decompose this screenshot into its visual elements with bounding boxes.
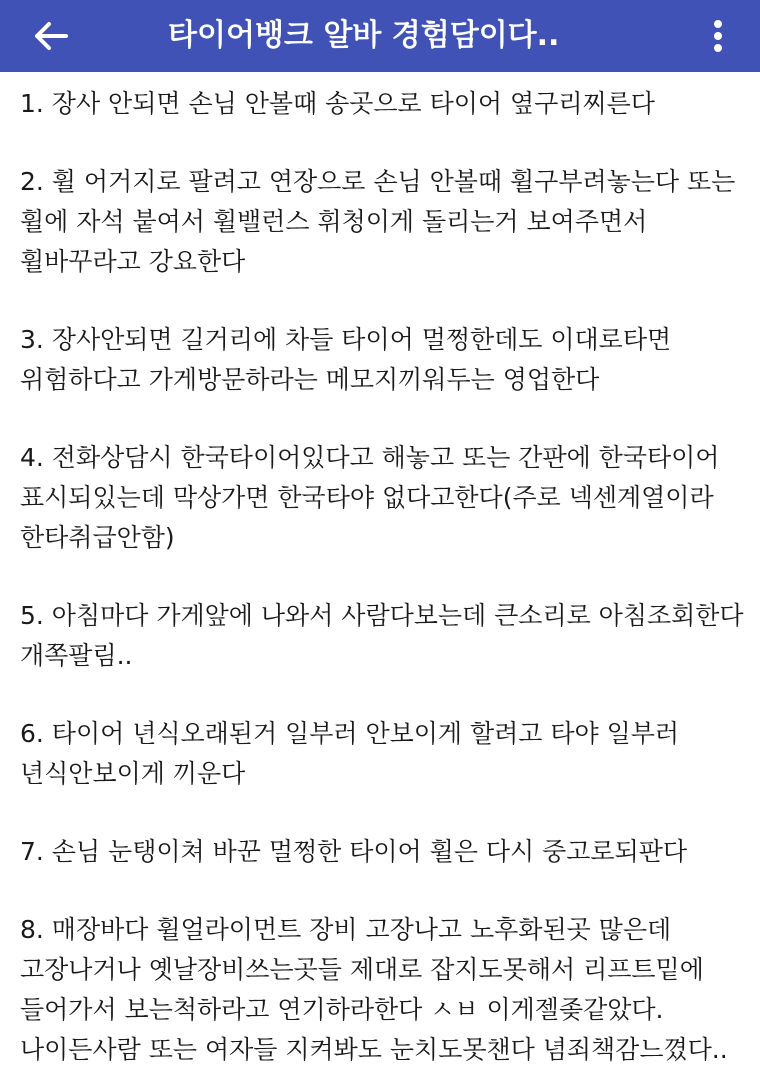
list-item: 6. 타이어 년식오래된거 일부러 안보이게 할려고 타야 일부러 년식안보이게 끼운다 [20,719,680,788]
list-item: 1. 장사 안되면 손님 안볼때 송곳으로 타이어 옆구리찌른다 [20,89,655,118]
page-title: 타이어뱅크 알바 경험담이다.. [168,18,560,53]
list-item: 2. 휠 어거지로 팔려고 연장으로 손님 안볼때 휠구부려놓는다 또는 휠에 자석 붙여서 휠밸런스 휘청이게 돌리는거 보여주면서 휠바꾸라고 강요한다 [20,167,736,276]
overflow-menu-button[interactable] [700,14,736,58]
arrow-back-icon [34,21,68,51]
post-body [20,84,752,1070]
app-bar [0,0,760,72]
back-button[interactable] [30,16,72,56]
more-vert-icon [712,18,724,54]
list-item: 5. 아침마다 가게앞에 나와서 사람다보는데 큰소리로 아침조회한다 개쪽팔림.. [20,601,744,670]
list-item: 3. 장사안되면 길거리에 차들 타이어 멀쩡한데도 이대로타면 위험하다고 가게방문하라는 메모지끼워두는 영업한다 [20,325,672,394]
list-item: 4. 전화상담시 한국타이어있다고 해놓고 또는 간판에 한국타이어 표시되있는데 막상가면 한국타야 없다고한다(주로 넥센계열이라 한타취급안함) [20,443,720,552]
list-item: 8. 매장바다 휠얼라이먼트 장비 고장나고 노후화된곳 많은데 고장나거나 옛날장비쓰는곳들 제대로 잡지도못해서 리프트밑에 들어가서 보는척하라고 연기하라한다 ㅅㅂ 이게젤좆같았다. 나이든사람 또는 여자들 지켜봐도 눈치도못챈다 념죄책감느꼈다.. [20,915,728,1064]
list-item: 7. 손님 눈탱이쳐 바꾼 멀쩡한 타이어 휠은 다시 중고로되판다 [20,837,688,866]
